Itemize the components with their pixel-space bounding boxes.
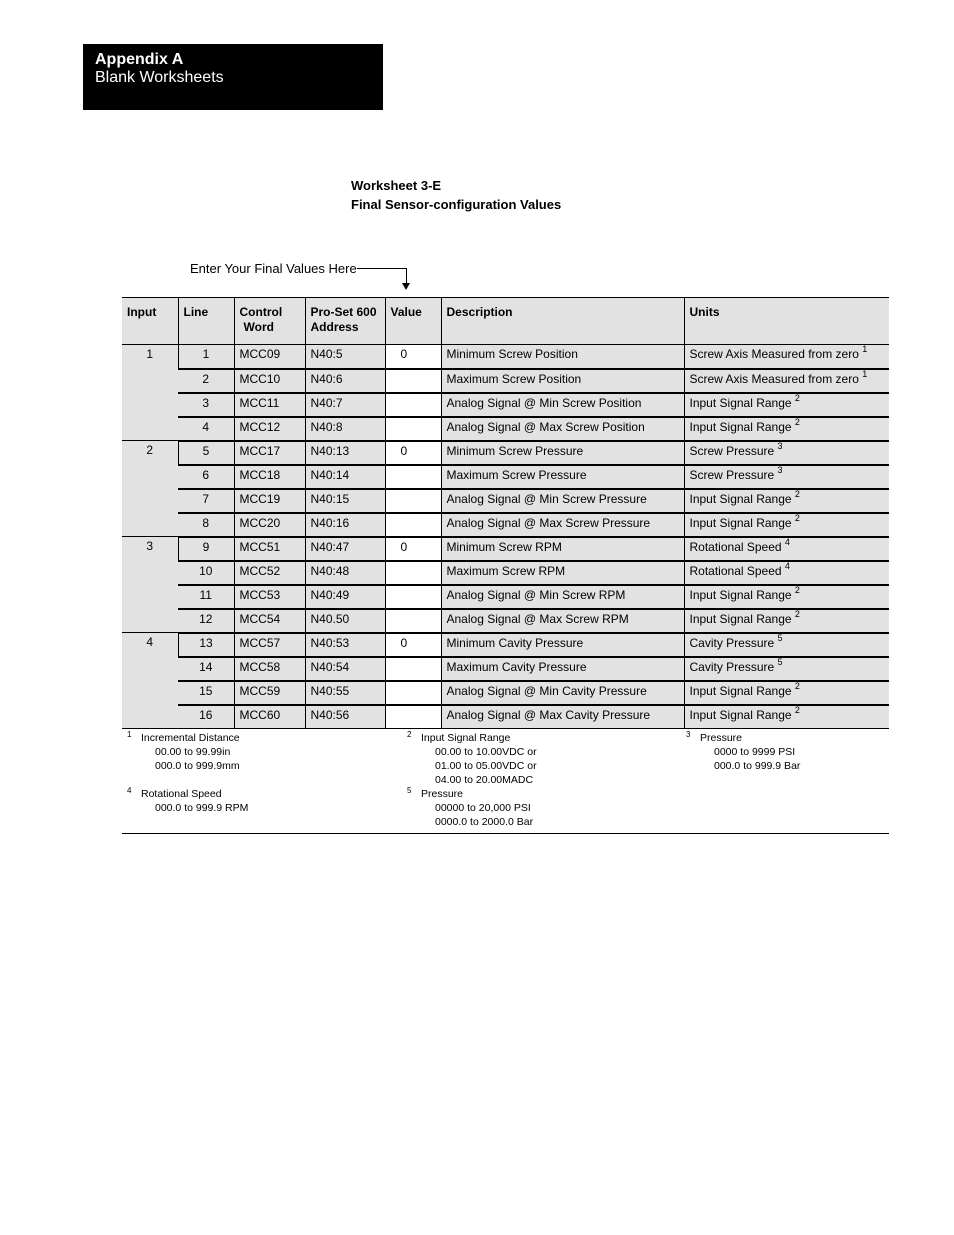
footnote-ref: 4	[784, 536, 790, 547]
control-word-cell: MCC20	[234, 513, 305, 537]
footnote-ref: 1	[862, 368, 868, 379]
table-row	[122, 657, 889, 681]
table-row	[122, 369, 889, 393]
description-cell: Maximum Screw RPM	[441, 561, 684, 585]
address-cell: N40.50	[305, 609, 385, 633]
appendix-title: Appendix A	[95, 51, 184, 68]
table-row	[122, 633, 889, 657]
col-header-control-word: Control Word	[234, 298, 305, 345]
line-cell: 14	[178, 657, 234, 681]
control-word-cell: MCC12	[234, 417, 305, 441]
table-row	[122, 441, 889, 465]
units-cell	[684, 489, 889, 513]
description-cell: Analog Signal @ Max Screw Position	[441, 417, 684, 441]
units-text: Input Signal Range	[689, 419, 792, 434]
description-cell: Analog Signal @ Min Screw Position	[441, 393, 684, 417]
description-cell: Minimum Screw Pressure	[441, 441, 684, 465]
footnote-ref: 5	[777, 632, 783, 643]
units-cell	[684, 609, 889, 633]
units-cell	[684, 705, 889, 729]
col-header-input: Input	[122, 298, 178, 345]
control-word-cell: MCC59	[234, 681, 305, 705]
footnote-ref: 2	[794, 704, 800, 715]
units-cell	[684, 369, 889, 393]
description-cell: Analog Signal @ Min Screw Pressure	[441, 489, 684, 513]
control-word-cell: MCC58	[234, 657, 305, 681]
address-cell: N40:14	[305, 465, 385, 489]
units-text: Cavity Pressure	[689, 659, 775, 674]
address-cell: N40:8	[305, 417, 385, 441]
footnote-ref: 3	[777, 440, 783, 451]
line-cell: 11	[178, 585, 234, 609]
col-header-units: Units	[684, 298, 889, 345]
description-cell: Maximum Screw Pressure	[441, 465, 684, 489]
address-cell: N40:15	[305, 489, 385, 513]
value-entry-cell[interactable]: 0	[385, 633, 441, 657]
col-header-value: Value	[385, 298, 441, 345]
value-entry-cell[interactable]	[385, 705, 441, 729]
table-row	[122, 705, 889, 729]
units-cell	[684, 465, 889, 489]
description-cell: Analog Signal @ Max Screw Pressure	[441, 513, 684, 537]
line-cell: 8	[178, 513, 234, 537]
units-text: Input Signal Range	[689, 515, 792, 530]
value-entry-cell[interactable]: 0	[385, 345, 441, 369]
units-cell	[684, 657, 889, 681]
worksheet-heading	[351, 176, 561, 214]
units-cell	[684, 633, 889, 657]
value-entry-cell[interactable]	[385, 681, 441, 705]
footnote-ref: 2	[794, 512, 800, 523]
table-row	[122, 513, 889, 537]
line-cell: 4	[178, 417, 234, 441]
address-cell: N40:49	[305, 585, 385, 609]
address-cell: N40:5	[305, 345, 385, 369]
units-text: Input Signal Range	[689, 683, 792, 698]
footnote-2: 2 Input Signal Range 00.00 to 10.00VDC or 01.00 to 05.00VDC or 04.00 to 20.00MADC	[407, 730, 537, 786]
line-cell: 9	[178, 537, 234, 561]
units-text: Input Signal Range	[689, 707, 792, 722]
footnotes	[122, 729, 889, 834]
control-word-cell: MCC10	[234, 369, 305, 393]
address-cell: N40:53	[305, 633, 385, 657]
address-cell: N40:7	[305, 393, 385, 417]
description-cell: Maximum Screw Position	[441, 369, 684, 393]
value-entry-cell[interactable]	[385, 393, 441, 417]
description-cell: Maximum Cavity Pressure	[441, 657, 684, 681]
input-number-cell: 1	[122, 345, 178, 441]
units-cell	[684, 441, 889, 465]
footnote-ref: 2	[794, 416, 800, 427]
line-cell: 10	[178, 561, 234, 585]
units-text: Input Signal Range	[689, 611, 792, 626]
table-row	[122, 465, 889, 489]
description-cell: Analog Signal @ Min Screw RPM	[441, 585, 684, 609]
appendix-subtitle: Blank Worksheets	[95, 69, 224, 86]
control-word-cell: MCC09	[234, 345, 305, 369]
units-text: Cavity Pressure	[689, 635, 775, 650]
input-number-cell: 3	[122, 537, 178, 633]
description-cell: Minimum Screw RPM	[441, 537, 684, 561]
value-entry-cell[interactable]	[385, 609, 441, 633]
value-entry-cell[interactable]	[385, 417, 441, 441]
units-text: Input Signal Range	[689, 491, 792, 506]
footnote-3: 3 Pressure 0000 to 9999 PSI 000.0 to 999.9 Bar	[686, 730, 801, 772]
address-cell: N40:16	[305, 513, 385, 537]
address-cell: N40:56	[305, 705, 385, 729]
description-cell: Minimum Screw Position	[441, 345, 684, 369]
value-entry-cell[interactable]	[385, 657, 441, 681]
footnote-ref: 4	[784, 560, 790, 571]
line-cell: 1	[178, 345, 234, 369]
units-cell	[684, 345, 889, 369]
footnote-4: 4 Rotational Speed 000.0 to 999.9 RPM	[127, 786, 249, 814]
line-cell: 7	[178, 489, 234, 513]
units-cell	[684, 681, 889, 705]
units-cell	[684, 585, 889, 609]
control-word-cell: MCC19	[234, 489, 305, 513]
control-word-cell: MCC52	[234, 561, 305, 585]
control-word-cell: MCC53	[234, 585, 305, 609]
table-row	[122, 681, 889, 705]
value-entry-cell[interactable]: 0	[385, 537, 441, 561]
address-cell: N40:48	[305, 561, 385, 585]
description-cell: Minimum Cavity Pressure	[441, 633, 684, 657]
footnote-5: 5 Pressure 00000 to 20,000 PSI 0000.0 to 2000.0 Bar	[407, 786, 534, 828]
units-cell	[684, 513, 889, 537]
address-cell: N40:55	[305, 681, 385, 705]
control-word-cell: MCC11	[234, 393, 305, 417]
line-cell: 12	[178, 609, 234, 633]
value-entry-cell[interactable]	[385, 465, 441, 489]
line-cell: 6	[178, 465, 234, 489]
table-header-row	[122, 298, 889, 345]
footnote-ref: 2	[794, 584, 800, 595]
line-cell: 5	[178, 441, 234, 465]
description-cell: Analog Signal @ Max Cavity Pressure	[441, 705, 684, 729]
table-row	[122, 345, 889, 369]
table-row	[122, 393, 889, 417]
units-text: Screw Axis Measured from zero	[689, 347, 859, 361]
control-word-cell: MCC51	[234, 537, 305, 561]
value-entry-cell[interactable]	[385, 585, 441, 609]
value-entry-cell[interactable]	[385, 561, 441, 585]
table-row	[122, 537, 889, 561]
line-cell: 13	[178, 633, 234, 657]
units-cell	[684, 393, 889, 417]
appendix-header	[83, 44, 383, 110]
callout-leader-drop	[406, 268, 407, 284]
col-header-line: Line	[178, 298, 234, 345]
units-text: Rotational Speed	[689, 563, 782, 578]
description-cell: Analog Signal @ Min Cavity Pressure	[441, 681, 684, 705]
units-text: Input Signal Range	[689, 395, 792, 410]
col-header-description: Description	[441, 298, 684, 345]
line-cell: 15	[178, 681, 234, 705]
input-number-cell: 2	[122, 441, 178, 537]
input-number-cell: 4	[122, 633, 178, 729]
footnote-ref: 2	[794, 680, 800, 691]
address-cell: N40:6	[305, 369, 385, 393]
col-header-proset-address: Pro-Set 600 Address	[305, 298, 385, 345]
address-cell: N40:13	[305, 441, 385, 465]
value-entry-cell[interactable]: 0	[385, 441, 441, 465]
worksheet-number: Worksheet 3-E	[351, 178, 442, 193]
control-word-cell: MCC54	[234, 609, 305, 633]
worksheet-title: Final Sensor-configuration Values	[351, 197, 562, 212]
footnote-ref: 2	[794, 488, 800, 499]
footnote-ref: 3	[777, 464, 783, 475]
footnote-ref: 2	[794, 392, 800, 403]
line-cell: 16	[178, 705, 234, 729]
table-row	[122, 561, 889, 585]
units-text: Screw Axis Measured from zero	[689, 371, 859, 386]
description-cell: Analog Signal @ Max Screw RPM	[441, 609, 684, 633]
units-text: Rotational Speed	[689, 539, 782, 554]
control-word-cell: MCC17	[234, 441, 305, 465]
control-word-cell: MCC18	[234, 465, 305, 489]
control-word-cell: MCC57	[234, 633, 305, 657]
footnote-ref: 5	[777, 656, 783, 667]
table-row	[122, 609, 889, 633]
units-cell	[684, 417, 889, 441]
address-cell: N40:54	[305, 657, 385, 681]
callout-leader-line	[357, 268, 407, 269]
units-cell	[684, 561, 889, 585]
footnote-1: 1 Incremental Distance 00.00 to 99.99in 000.0 to 999.9mm	[127, 730, 240, 772]
line-cell: 2	[178, 369, 234, 393]
line-cell: 3	[178, 393, 234, 417]
units-text: Screw Pressure	[689, 443, 775, 458]
units-text: Input Signal Range	[689, 587, 792, 602]
address-cell: N40:47	[305, 537, 385, 561]
value-entry-cell[interactable]	[385, 489, 441, 513]
value-entry-cell[interactable]	[385, 369, 441, 393]
footnote-ref: 2	[794, 608, 800, 619]
units-cell	[684, 537, 889, 561]
arrow-down-icon	[402, 283, 410, 290]
worksheet-table	[122, 297, 889, 729]
units-text: Screw Pressure	[689, 467, 775, 482]
table-row	[122, 585, 889, 609]
footnote-ref: 1	[862, 344, 868, 354]
value-entry-cell[interactable]	[385, 513, 441, 537]
table-row	[122, 417, 889, 441]
table-row	[122, 489, 889, 513]
control-word-cell: MCC60	[234, 705, 305, 729]
callout-label: Enter Your Final Values Here	[190, 261, 357, 276]
